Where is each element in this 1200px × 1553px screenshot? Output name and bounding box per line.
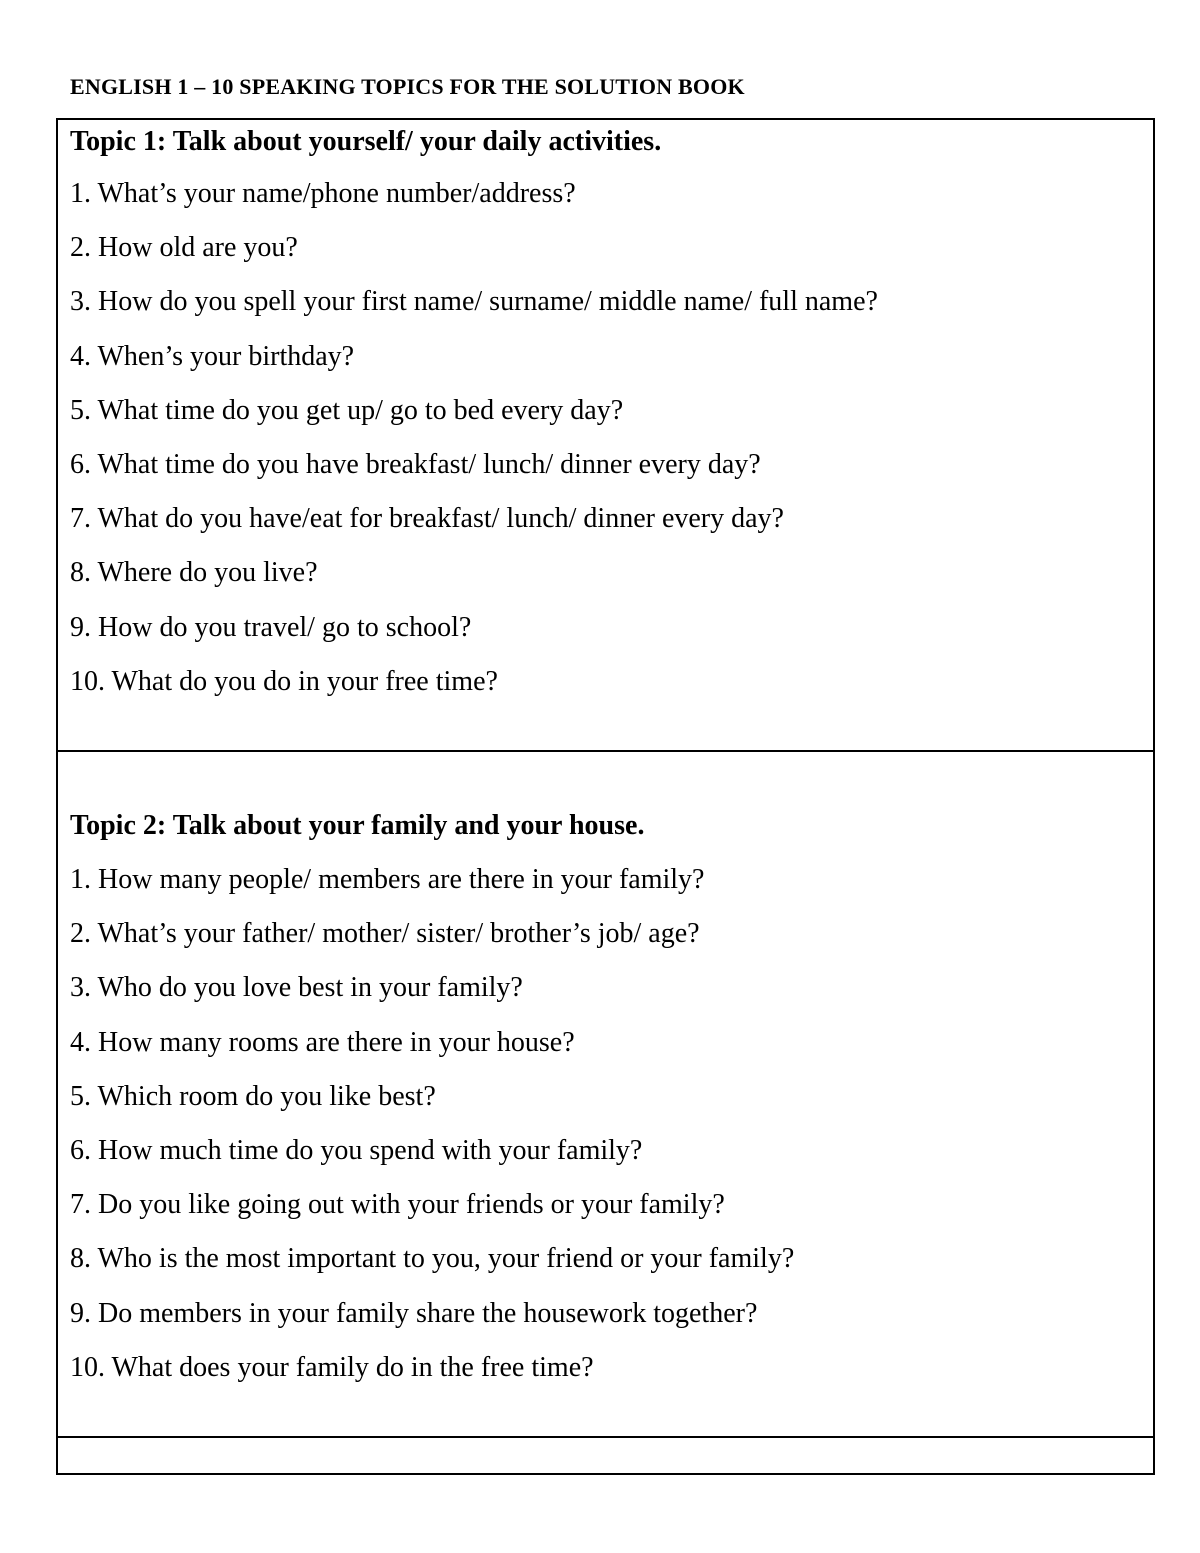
question-item: 7. What do you have/eat for breakfast/ lunch/ dinner every day? [70, 503, 784, 535]
question-item: 4. How many rooms are there in your house? [70, 1026, 575, 1058]
empty-table-row [58, 1438, 1153, 1473]
question-item: 4. When’s your birthday? [70, 340, 355, 372]
question-item: 1. What’s your name/phone number/address? [70, 178, 576, 209]
question-item: 3. Who do you love best in your family? [70, 972, 523, 1004]
question-item: 1. How many people/ members are there in your family? [70, 864, 705, 895]
topic-2-heading: Topic 2: Talk about your family and your house. [70, 810, 645, 841]
document-title: ENGLISH 1 – 10 SPEAKING TOPICS FOR THE SOLUTION BOOK [70, 74, 745, 99]
topic-2-cell [58, 752, 1153, 1438]
question-item: 2. How old are you? [70, 232, 298, 264]
question-item: 2. What’s your father/ mother/ sister/ brother’s job/ age? [70, 918, 700, 950]
question-item: 10. What does your family do in the free time? [70, 1351, 594, 1383]
question-item: 7. Do you like going out with your friends or your family? [70, 1189, 725, 1221]
topic-1-cell [58, 120, 1153, 752]
question-item: 9. Do members in your family share the housework together? [70, 1297, 758, 1329]
question-item: 8. Where do you live? [70, 557, 318, 589]
topic-2-question-list [70, 866, 794, 1408]
question-item: 5. Which room do you like best? [70, 1080, 436, 1112]
question-item: 10. What do you do in your free time? [70, 665, 498, 697]
question-item: 5. What time do you get up/ go to bed every day? [70, 394, 624, 426]
topics-table [56, 118, 1155, 1475]
question-item: 6. What time do you have breakfast/ lunch/ dinner every day? [70, 448, 761, 480]
question-item: 6. How much time do you spend with your family? [70, 1134, 643, 1166]
question-item: 9. How do you travel/ go to school? [70, 611, 472, 643]
topic-1-heading: Topic 1: Talk about yourself/ your daily activities. [70, 126, 662, 157]
topic-1-question-list [70, 180, 878, 722]
question-item: 8. Who is the most important to you, your friend or your family? [70, 1243, 795, 1275]
question-item: 3. How do you spell your first name/ surname/ middle name/ full name? [70, 286, 878, 318]
